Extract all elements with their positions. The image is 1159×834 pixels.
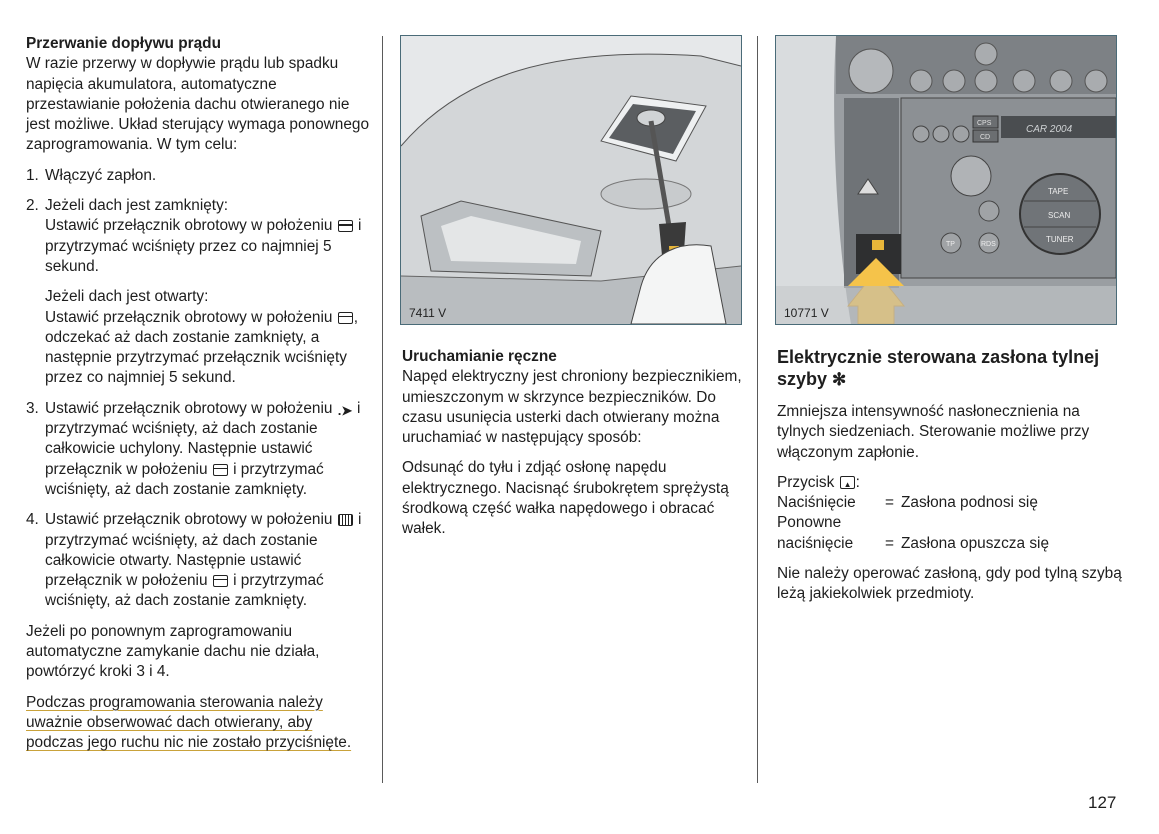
roof-closed-icon	[338, 220, 353, 232]
button-description	[777, 473, 1122, 493]
section-heading	[777, 347, 1122, 390]
radio-button-tuner: TUNER	[1046, 235, 1074, 244]
section-heading: Uruchamianie ręczne	[402, 348, 557, 365]
radio-button-rds: RDS	[981, 241, 996, 248]
button-label: Przycisk	[777, 473, 835, 491]
step-text: Ustawić przełącznik obrotowy w położeniu	[45, 399, 333, 417]
equals-sign: =	[885, 494, 894, 512]
step-text: i przytrzymać wciśnięty, aż dach zostanie zamknięty.	[45, 460, 324, 498]
action-row	[777, 513, 1122, 533]
step-2	[26, 196, 371, 389]
step-text: , odczekać aż dach zostanie zamknięty, a następnie przytrzymać przełącznik wciśnięty przez co najmniej 5 sekund.	[45, 308, 358, 387]
action-result: Zasłona opuszcza się	[901, 534, 1049, 552]
step-subtitle: Jeżeli dach jest otwarty:	[45, 288, 209, 306]
roof-open-icon	[338, 514, 353, 526]
step-text: Włączyć zapłon.	[45, 166, 157, 184]
radio-button-scan: SCAN	[1048, 211, 1071, 220]
paragraph: Nie należy operować zasłoną, gdy pod tylną szybą leżą jakiekolwiek przedmioty.	[777, 565, 1122, 603]
column-roof-power-interruption	[26, 34, 371, 764]
step-3	[26, 399, 371, 500]
roof-closed-icon	[213, 464, 228, 476]
warning-paragraph: Podczas programowania sterowania należy uważnie obserwować dach otwierany, aby podczas jego ruchu nic nie zostało przyciśnięte.	[26, 693, 352, 752]
step-subtitle: Jeżeli dach jest zamknięty:	[45, 197, 229, 215]
figure-label: 10771 V	[784, 306, 829, 320]
step-text: Ustawić przełącznik obrotowy w położeniu	[45, 217, 333, 235]
roof-closed-icon	[213, 575, 228, 587]
step-4	[26, 510, 371, 611]
radio-display: CAR 2004	[1026, 124, 1073, 135]
step-text: Ustawić przełącznik obrotowy w położeniu	[45, 308, 333, 326]
headliner-illustration	[401, 36, 741, 324]
radio-button-cd: CD	[980, 134, 991, 141]
rear-blind-icon	[840, 476, 855, 489]
radio-button-cps: CPS	[977, 120, 992, 127]
rear-blind-button	[872, 240, 884, 250]
step-1	[26, 166, 371, 186]
step-number: 2.	[26, 197, 39, 215]
paragraph: Napęd elektryczny jest chroniony bezpiecznikiem, umieszczonym w skrzynce bezpieczników. Do czasu usunięcia usterki dach otwierany można uruchamiać w następujący sposób:	[402, 368, 742, 447]
action-label: naciśnięcie	[777, 534, 854, 552]
equals-sign: =	[885, 534, 894, 552]
after-paragraph: Jeżeli po ponownym zaprogramowaniu automatyczne zamykanie dachu nie działa, powtórzyć kroki 3 i 4.	[26, 622, 320, 681]
roof-tilt-icon: .➤	[337, 402, 353, 418]
section-heading-text: Elektrycznie sterowana zasłona tylnej szyby	[777, 347, 1100, 389]
roof-closed-icon	[338, 312, 353, 324]
action-label: Naciśnięcie	[777, 494, 856, 512]
step-number: 3.	[26, 399, 39, 417]
step-text: i przytrzymać wciśnięty, aż dach zostanie zamknięty.	[45, 572, 324, 610]
action-label: Ponowne	[777, 514, 842, 532]
step-number: 4.	[26, 511, 39, 529]
optional-equipment-icon: ✻	[832, 369, 847, 389]
column-manual-operation	[402, 347, 742, 550]
radio-button-tp: TP	[946, 241, 955, 248]
figure-dashboard-blind-button	[775, 35, 1117, 325]
action-row	[777, 534, 1122, 554]
colon: :	[855, 473, 860, 491]
step-text: Ustawić przełącznik obrotowy w położeniu	[45, 511, 333, 529]
step-text: i przytrzymać wciśnięty przez co najmniej 5 sekund.	[45, 217, 362, 275]
column-rear-window-blind	[777, 347, 1122, 615]
page-number: 127	[1088, 793, 1117, 812]
figure-label: 7411 V	[409, 306, 447, 320]
section-heading: Przerwanie dopływu prądu	[26, 35, 221, 52]
figure-manual-roof-operation	[400, 35, 742, 325]
step-number: 1.	[26, 166, 39, 184]
step-text: i przytrzymać wciśnięty, aż dach zostanie całkowicie uchylony. Następnie ustawić przełącznik w położeniu	[45, 399, 361, 478]
column-divider	[757, 36, 758, 783]
paragraph: Odsunąć do tyłu i zdjąć osłonę napędu elektrycznego. Nacisnąć śrubokrętem sprężystą środkową część wałka napędowego i obracać wałek.	[402, 459, 729, 538]
action-result: Zasłona podnosi się	[901, 494, 1038, 512]
column-divider	[382, 36, 383, 783]
paragraph: Zmniejsza intensywność nasłonecznienia na tylnych siedzeniach. Sterowanie możliwe przy włączonym zapłonie.	[777, 403, 1090, 461]
step-text: i przytrzymać wciśnięty, aż dach zostanie całkowicie otwarty. Następnie ustawić przełącznik w położeniu	[45, 511, 362, 590]
intro-paragraph: W razie przerwy w dopływie prądu lub spadku napięcia akumulatora, automatyczne przestawianie położenia dachu otwieranego nie jest możliwe. Układ sterujący wymaga ponownego zaprogramowania. W tym celu:	[26, 55, 370, 154]
dashboard-illustration	[776, 36, 1116, 324]
radio-button-tape: TAPE	[1048, 187, 1069, 196]
action-row	[777, 493, 1122, 513]
